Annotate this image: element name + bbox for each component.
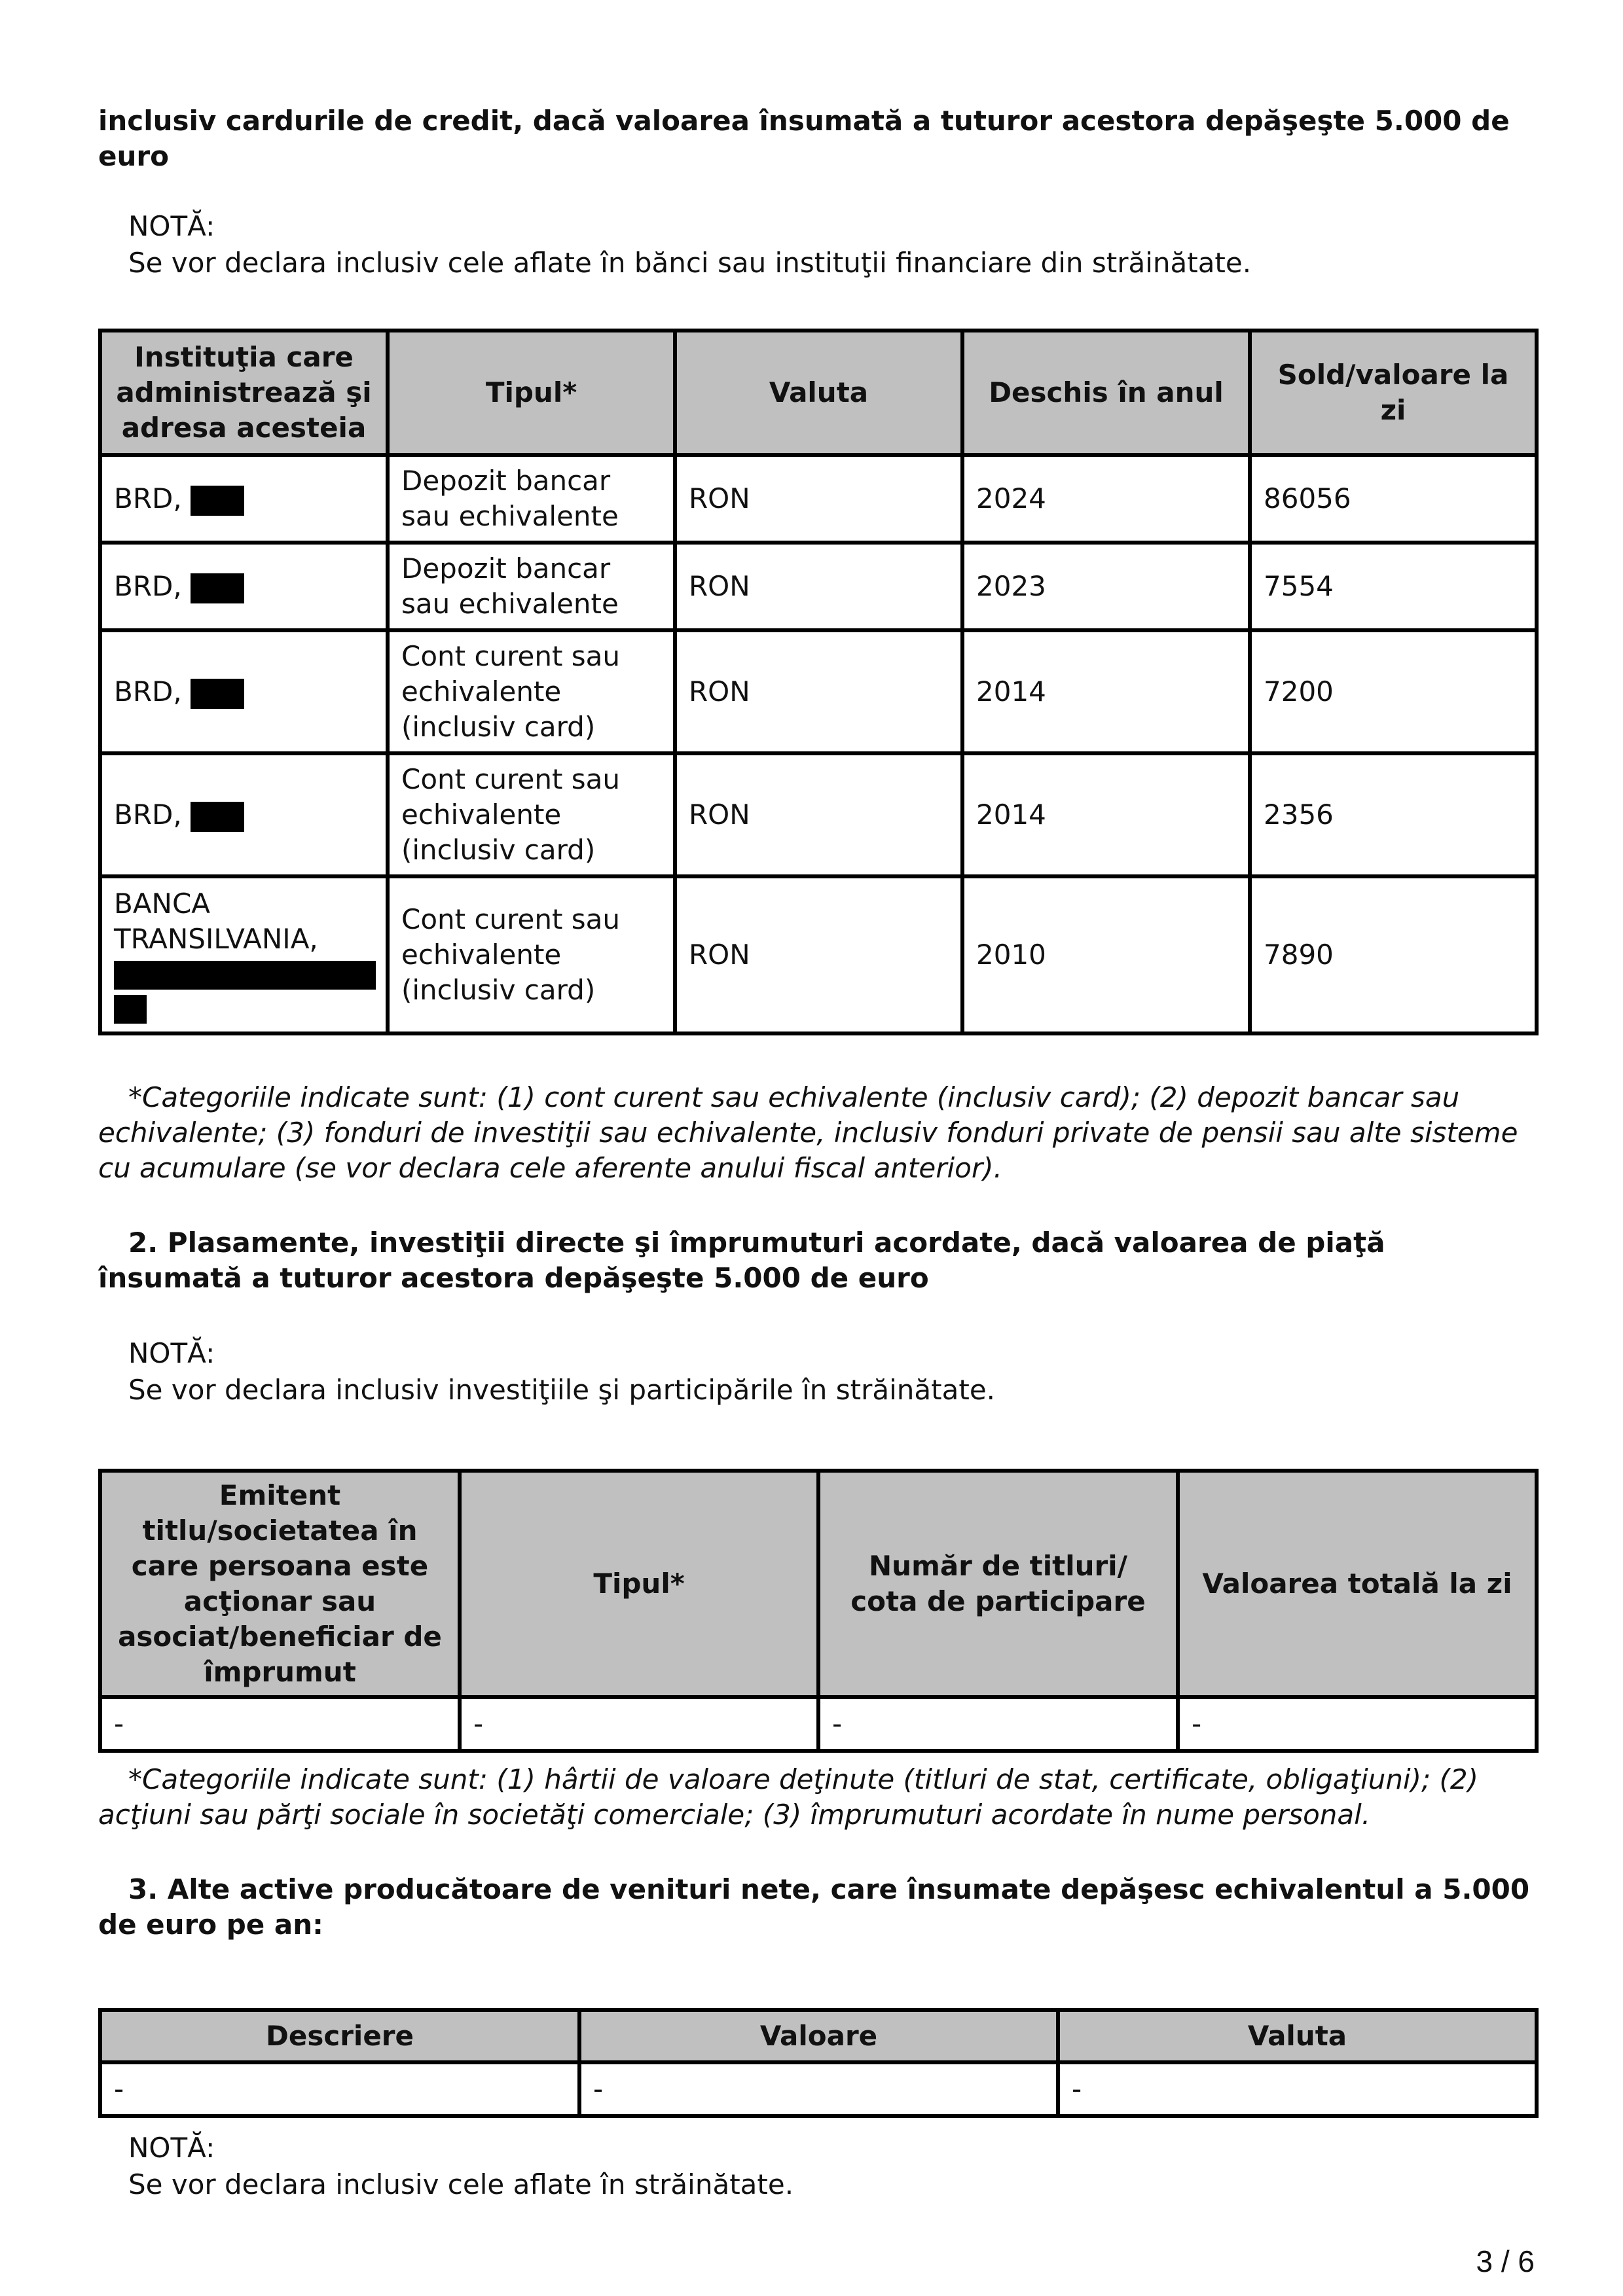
redacted-address [191,802,244,832]
column-header: Sold/valoare la zi [1250,331,1537,455]
table-row [100,753,1537,876]
type-cell: Depozit bancar sau echivalente [388,455,675,543]
institution-name: BRD, [114,482,182,514]
other-assets-table [98,2008,1539,2118]
column-header: Valoarea totală la zi [1178,1471,1537,1697]
balance-cell: 2356 [1250,753,1537,876]
balance-cell: 7200 [1250,630,1537,753]
note-label: NOTĂ: [128,2132,215,2164]
institution-cell [100,455,388,543]
type-cell: Cont curent sau echivalente (inclusiv card) [388,876,675,1033]
note-block-3 [98,2130,1535,2203]
table-row [100,630,1537,753]
table-cell: - [818,1697,1178,1751]
table-cell: - [100,2062,579,2116]
table-cell: - [579,2062,1058,2116]
year-cell: 2014 [962,753,1250,876]
type-cell: Cont curent sau echivalente (inclusiv card) [388,753,675,876]
redacted-address [191,679,244,709]
institution-cell [100,876,388,1033]
currency-cell: RON [675,753,962,876]
year-cell: 2024 [962,455,1250,543]
column-header: Emitent titlu/societatea în care persoana este acţionar sau asociat/beneficiar de împrumut [100,1471,460,1697]
table-row [100,2062,1537,2116]
categories-note: *Categoriile indicate sunt: (1) cont curent sau echivalente (inclusiv card); (2) depozit bancar sau echivalente; (3) fonduri de investiţii sau echivalente, inclusiv fonduri private de pensii sau alte sisteme cu acumulare (se vor declara cele aferente anului fiscal anterior). [98,1081,1518,1184]
section-heading: 2. Plasamente, investiţii directe şi împrumuturi acordate, dacă valoarea de piaţă însumată a tuturor acestora depăşeşte 5.000 de euro [98,1227,1385,1294]
redacted-address [191,573,244,603]
currency-cell: RON [675,630,962,753]
column-header: Valuta [675,331,962,455]
bank-accounts-table [98,329,1539,1035]
column-header: Număr de titluri/ cota de participare [818,1471,1178,1697]
institution-cell [100,543,388,630]
table-row [100,455,1537,543]
balance-cell: 7554 [1250,543,1537,630]
currency-cell: RON [675,455,962,543]
institution-cell [100,630,388,753]
institution-name: BRD, [114,798,182,831]
redacted-address [191,486,244,516]
investments-table [98,1469,1539,1753]
year-cell: 2023 [962,543,1250,630]
institution-name: BANCA TRANSILVANIA, [114,888,318,955]
note-text: Se vor declara inclusiv cele aflate în străinătate. [128,2168,794,2200]
balance-cell: 7890 [1250,876,1537,1033]
section-heading: 3. Alte active producătoare de venituri nete, care însumate depăşesc echivalentul a 5.000 de euro pe an: [98,1873,1530,1941]
categories-note: *Categoriile indicate sunt: (1) hârtii de valoare deţinute (titluri de stat, certificate, obligaţiuni); (2) acţiuni sau părţi sociale în societăţi comerciale; (3) împrumuturi acordate în nume personal. [98,1763,1479,1831]
column-header: Tipul* [460,1471,818,1697]
redacted-address [114,961,376,990]
table-cell: - [1058,2062,1537,2116]
note-block-2 [98,1335,1535,1408]
type-cell: Depozit bancar sau echivalente [388,543,675,630]
year-cell: 2014 [962,630,1250,753]
type-cell: Cont curent sau echivalente (inclusiv card) [388,630,675,753]
note-label: NOTĂ: [128,1337,215,1369]
note-text: Se vor declara inclusiv investiţiile şi participările în străinătate. [128,1374,996,1406]
column-header: Valuta [1058,2010,1537,2062]
document-page [98,98,1535,2203]
note-label: NOTĂ: [128,210,215,242]
table-row [100,543,1537,630]
institution-name: BRD, [114,570,182,602]
intro-paragraph: inclusiv cardurile de credit, dacă valoarea însumată a tuturor acestora depăşeşte 5.000 de euro [98,105,1510,172]
institution-cell [100,753,388,876]
table-row [100,876,1537,1033]
table-cell: - [1178,1697,1537,1751]
table-row [100,1697,1537,1751]
column-header: Valoare [579,2010,1058,2062]
institution-name: BRD, [114,675,182,708]
column-header: Tipul* [388,331,675,455]
year-cell: 2010 [962,876,1250,1033]
currency-cell: RON [675,543,962,630]
note-text: Se vor declara inclusiv cele aflate în bănci sau instituţii financiare din străinătate. [128,247,1252,279]
table-cell: - [100,1697,460,1751]
currency-cell: RON [675,876,962,1033]
page-number: 3 / 6 [1476,2244,1535,2278]
column-header: Deschis în anul [962,331,1250,455]
note-block-1 [98,208,1535,281]
balance-cell: 86056 [1250,455,1537,543]
table-cell: - [460,1697,818,1751]
column-header: Descriere [100,2010,579,2062]
column-header: Instituţia care administrează şi adresa acesteia [100,331,388,455]
redacted-address [114,995,147,1024]
